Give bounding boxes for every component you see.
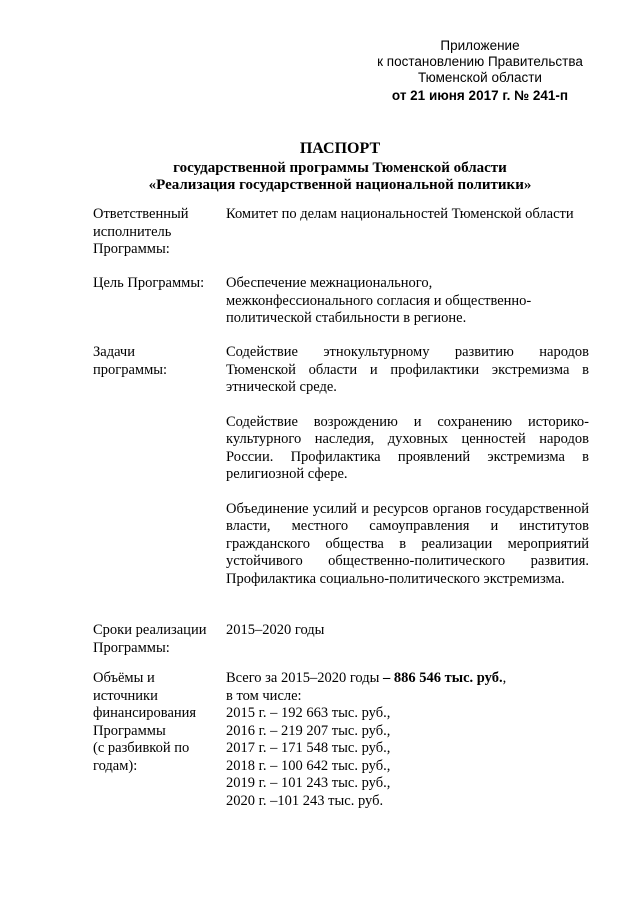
funding-including: в том числе: [226,687,302,704]
task-3: Объединение усилий и ресурсов органов государственной власти, местного самоуправления и институтов гражданского общества в реализации мероприятий устойчивого общественно-политического развития. Профилактика социально-политического экстремизма. [226,500,589,587]
label-funding-line: Объёмы и [93,670,155,686]
value-executor: Комитет по делам национальностей Тюменской области [226,206,574,222]
funding-year: 2019 г. – 101 243 тыс. руб., [226,775,391,791]
goal-line: Обеспечение межнационального, [226,275,433,291]
value-goal [226,275,589,328]
appendix-line-2: к постановлению Правительства [377,54,583,69]
goal-line: межконфессионального согласия и общественно- [226,292,532,309]
task-1: Содействие этнокультурному развитию народов Тюменской области и профилактики экстремизма в этнической среде. [226,344,589,395]
appendix-line-3: Тюменской области [418,70,542,85]
label-terms-line: Программы: [93,639,170,656]
value-funding [226,670,589,810]
label-funding-line: финансирования [93,705,197,721]
label-executor-line: Ответственный [93,206,189,222]
title-program: государственной программы Тюменской области [173,160,507,176]
label-tasks-line: программы: [93,361,168,378]
value-tasks [226,344,589,605]
label-funding-line: (с разбивкой по [93,740,190,756]
label-executor-line: Программы: [93,241,170,257]
funding-year: 2016 г. – 219 207 тыс. руб., [226,722,391,739]
document-title [100,140,580,194]
label-funding-line: Программы [93,722,166,739]
label-tasks-line: Задачи [93,344,135,360]
label-executor [93,206,223,259]
funding-year: 2020 г. –101 243 тыс. руб. [226,792,384,809]
funding-total [226,670,589,688]
label-funding-line: годам): [93,757,138,774]
task-2: Содействие возрождению и сохранению историко-культурного наследия, духовных ценностей народов России. Профилактика проявлений экстремизма в религиозной сфере. [226,413,589,482]
funding-total-suffix: , [502,670,507,686]
appendix-header [360,38,600,104]
label-funding-line: источники [93,687,158,704]
label-tasks [93,344,223,379]
value-terms: 2015–2020 годы [226,622,325,638]
funding-year: 2018 г. – 100 642 тыс. руб., [226,757,391,774]
label-funding [93,670,223,775]
funding-year: 2017 г. – 171 548 тыс. руб., [226,740,391,756]
label-terms [93,622,223,657]
funding-total-amount: – 886 546 тыс. руб. [383,670,503,686]
funding-year: 2015 г. – 192 663 тыс. руб., [226,705,391,721]
appendix-line-1: Приложение [440,38,520,53]
title-program-name: «Реализация государственной национальной политики» [148,177,532,193]
funding-total-prefix: Всего за 2015–2020 годы [226,670,384,686]
label-goal: Цель Программы: [93,275,205,291]
label-executor-line: исполнитель [93,223,172,240]
appendix-date-number: от 21 июня 2017 г. № 241-п [391,88,569,103]
title-passport: ПАСПОРТ [299,140,381,157]
goal-line: политической стабильности в регионе. [226,310,467,326]
label-terms-line: Сроки реализации [93,622,207,638]
